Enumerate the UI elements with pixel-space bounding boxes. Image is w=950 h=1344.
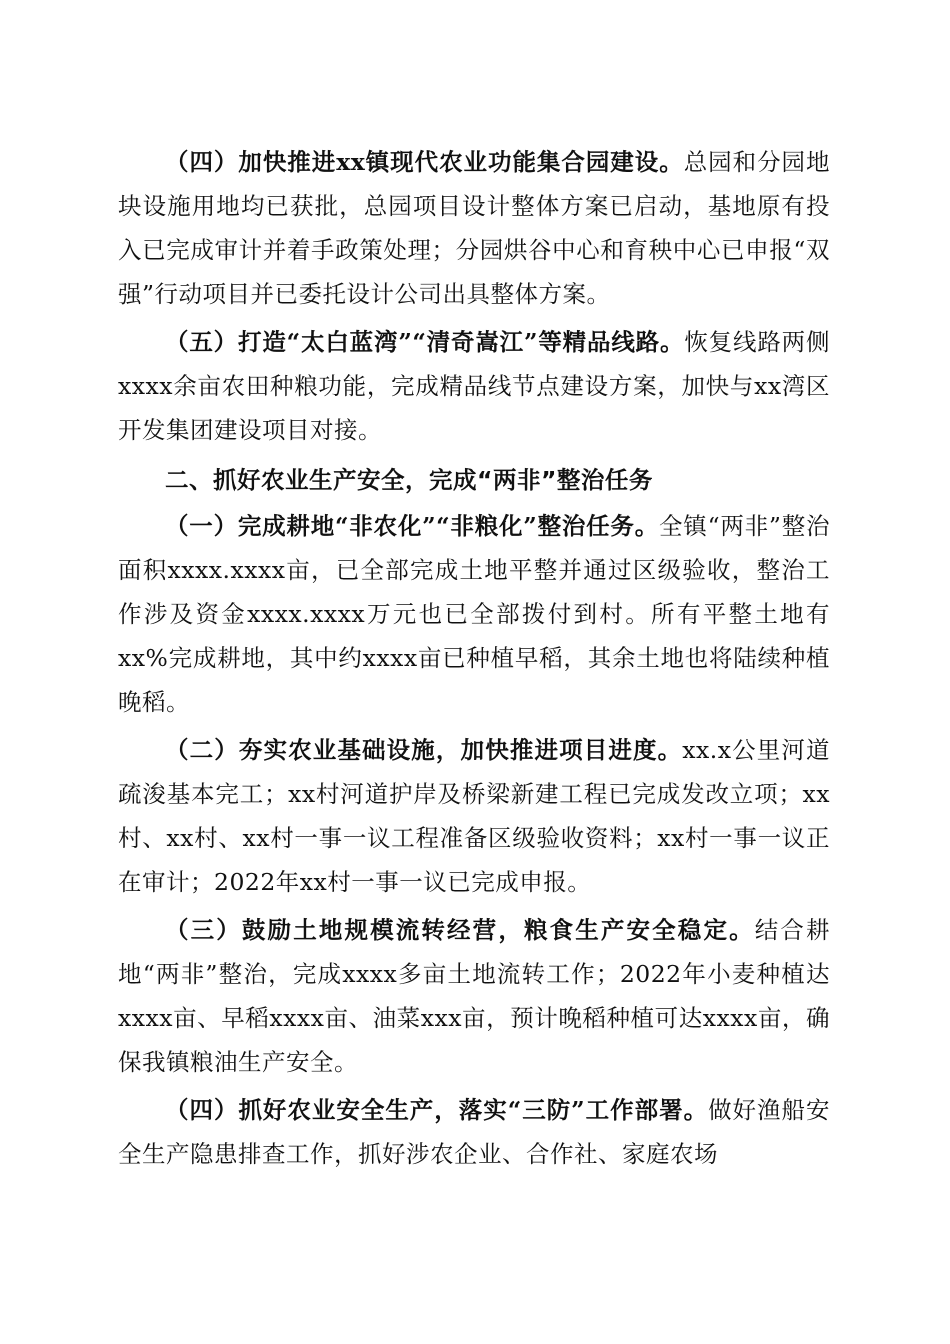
paragraph-heading: （五）打造“太白蓝湾”“清奇嵩江”等精品线路。 <box>165 328 685 356</box>
paragraph-text: 结合耕地“两非”整治，完成xxxx多亩土地流转工作；2022年小麦种植达xxxx亩、早稻xxxx亩、油菜xxx亩，预计晚稻种植可达xxxx亩，确保我镇粮油生产安全。 <box>118 916 831 1076</box>
section-heading: 二、抓好农业生产安全，完成“两非”整治任务 <box>165 466 653 494</box>
paragraph-heading: （三）鼓励土地规模流转经营，粮食生产安全稳定。 <box>165 916 755 944</box>
paragraph-heading: （一）完成耕地“非农化”“非粮化”整治任务。 <box>165 512 659 540</box>
paragraph-text: 全镇“两非”整治面积xxxx.xxxx亩，已全部完成土地平整并通过区级验收，整治工作涉及资金xxxx.xxxx万元也已全部拨付到村。所有平整土地有xx%完成耕地，其中约xxxx亩已种植早稻，其余土地也将陆续种植晚稻。 <box>118 512 831 716</box>
paragraph-land-transfer <box>118 908 830 1084</box>
paragraph-park-construction <box>118 140 830 316</box>
document-body <box>118 140 830 1176</box>
paragraph-heading: （二）夯实农业基础设施，加快推进项目进度。 <box>165 736 683 764</box>
paragraph-text: 恢复线路两侧xxxx余亩农田种粮功能，完成精品线节点建设方案，加快与xx湾区开发集团建设项目对接。 <box>118 328 830 444</box>
paragraph-text: 总园和分园地块设施用地均已获批，总园项目设计整体方案已启动，基地原有投入已完成审计并着手政策处理；分园烘谷中心和育秧中心已申报“双强”行动项目并已委托设计公司出具整体方案。 <box>118 148 830 308</box>
paragraph-infrastructure <box>118 728 830 904</box>
paragraph-text: xx.x公里河道疏浚基本完工；xx村河道护岸及桥梁新建工程已完成发改立项；xx村、xx村、xx村一事一议工程准备区级验收资料；xx村一事一议正在审计；2022年xx村一事一议已完成申报。 <box>118 736 831 896</box>
paragraph-heading: （四）抓好农业安全生产，落实“三防”工作部署。 <box>165 1096 709 1124</box>
paragraph-text: 做好渔船安全生产隐患排查工作，抓好涉农企业、合作社、家庭农场 <box>118 1096 830 1168</box>
paragraph-heading: （四）加快推进xx镇现代农业功能集合园建设。 <box>165 148 684 176</box>
paragraph-safety-production <box>118 1088 830 1176</box>
paragraph-farmland-rectification <box>118 504 830 724</box>
paragraph-boutique-routes <box>118 320 830 452</box>
